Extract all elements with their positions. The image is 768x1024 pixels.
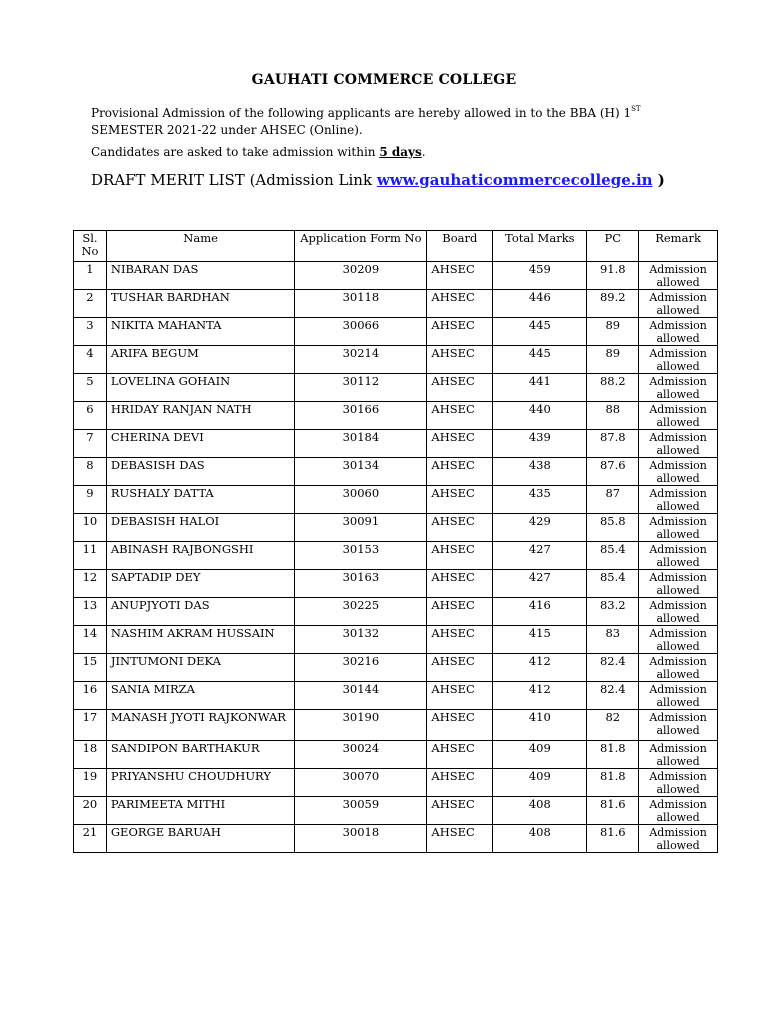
draft-merit-heading [91, 171, 665, 189]
cell-remark: Admission allowed [639, 710, 718, 741]
cell-remark: Admission allowed [639, 769, 718, 797]
intro-text: Provisional Admission of the following applicants are hereby allowed in to the BBA (H) 1 [91, 106, 632, 120]
cell-pc: 82.4 [587, 682, 639, 710]
table-row [74, 797, 718, 825]
cell-sl: 11 [74, 542, 107, 570]
cell-app-form-no: 30225 [295, 598, 427, 626]
cell-total-marks: 439 [493, 430, 587, 458]
cell-pc: 83 [587, 626, 639, 654]
cell-app-form-no: 30163 [295, 570, 427, 598]
intro-superscript: ST [631, 105, 641, 113]
cell-remark: Admission allowed [639, 654, 718, 682]
intro-tail: SEMESTER 2021-22 under AHSEC (Online). [91, 123, 363, 137]
table-row [74, 318, 718, 346]
cell-pc: 89.2 [587, 290, 639, 318]
cell-board: AHSEC [427, 825, 493, 853]
cell-sl: 19 [74, 769, 107, 797]
cell-name: LOVELINA GOHAIN [106, 374, 294, 402]
cell-name: DEBASISH HALOI [106, 514, 294, 542]
cell-app-form-no: 30018 [295, 825, 427, 853]
cell-pc: 91.8 [587, 262, 639, 290]
cell-name: JINTUMONI DEKA [106, 654, 294, 682]
cell-remark: Admission allowed [639, 318, 718, 346]
cell-total-marks: 408 [493, 797, 587, 825]
cell-remark: Admission allowed [639, 402, 718, 430]
admission-link[interactable]: www.gauhaticommercecollege.in [376, 171, 653, 189]
notice-prefix: Candidates are asked to take admission within [91, 145, 380, 159]
cell-sl: 14 [74, 626, 107, 654]
cell-total-marks: 409 [493, 741, 587, 769]
cell-app-form-no: 30060 [295, 486, 427, 514]
column-header-sl: Sl. No [74, 231, 107, 262]
cell-remark: Admission allowed [639, 346, 718, 374]
cell-remark: Admission allowed [639, 430, 718, 458]
cell-total-marks: 408 [493, 825, 587, 853]
table-row [74, 682, 718, 710]
cell-total-marks: 429 [493, 514, 587, 542]
cell-app-form-no: 30132 [295, 626, 427, 654]
cell-remark: Admission allowed [639, 682, 718, 710]
cell-remark: Admission allowed [639, 290, 718, 318]
cell-pc: 81.8 [587, 741, 639, 769]
cell-board: AHSEC [427, 486, 493, 514]
cell-board: AHSEC [427, 542, 493, 570]
table-row [74, 262, 718, 290]
table-row [74, 430, 718, 458]
cell-total-marks: 435 [493, 486, 587, 514]
cell-sl: 21 [74, 825, 107, 853]
table-row [74, 570, 718, 598]
column-header-total-marks: Total Marks [493, 231, 587, 262]
cell-board: AHSEC [427, 654, 493, 682]
cell-total-marks: 416 [493, 598, 587, 626]
cell-remark: Admission allowed [639, 598, 718, 626]
cell-name: NIBARAN DAS [106, 262, 294, 290]
cell-board: AHSEC [427, 598, 493, 626]
cell-board: AHSEC [427, 374, 493, 402]
cell-remark: Admission allowed [639, 458, 718, 486]
cell-pc: 89 [587, 318, 639, 346]
cell-pc: 85.4 [587, 542, 639, 570]
notice-suffix: . [421, 145, 426, 159]
cell-app-form-no: 30112 [295, 374, 427, 402]
cell-app-form-no: 30190 [295, 710, 427, 741]
cell-pc: 87.6 [587, 458, 639, 486]
cell-total-marks: 410 [493, 710, 587, 741]
cell-app-form-no: 30118 [295, 290, 427, 318]
cell-name: PARIMEETA MITHI [106, 797, 294, 825]
cell-board: AHSEC [427, 402, 493, 430]
cell-name: SAPTADIP DEY [106, 570, 294, 598]
cell-name: TUSHAR BARDHAN [106, 290, 294, 318]
table-row [74, 486, 718, 514]
cell-pc: 85.4 [587, 570, 639, 598]
cell-remark: Admission allowed [639, 262, 718, 290]
cell-board: AHSEC [427, 769, 493, 797]
cell-sl: 12 [74, 570, 107, 598]
cell-pc: 87.8 [587, 430, 639, 458]
table-row [74, 825, 718, 853]
cell-name: GEORGE BARUAH [106, 825, 294, 853]
cell-pc: 85.8 [587, 514, 639, 542]
column-header-app-form: Application Form No [295, 231, 427, 262]
table-header-row [74, 231, 718, 262]
table-row [74, 374, 718, 402]
table-row [74, 654, 718, 682]
college-title: GAUHATI COMMERCE COLLEGE [251, 72, 517, 88]
cell-board: AHSEC [427, 626, 493, 654]
cell-total-marks: 412 [493, 682, 587, 710]
cell-name: NIKITA MAHANTA [106, 318, 294, 346]
cell-name: SANIA MIRZA [106, 682, 294, 710]
table-body [74, 262, 718, 853]
cell-total-marks: 438 [493, 458, 587, 486]
cell-sl: 8 [74, 458, 107, 486]
table-row [74, 346, 718, 374]
cell-board: AHSEC [427, 797, 493, 825]
cell-sl: 17 [74, 710, 107, 741]
cell-board: AHSEC [427, 430, 493, 458]
cell-name: MANASH JYOTI RAJKONWAR [106, 710, 294, 741]
cell-app-form-no: 30091 [295, 514, 427, 542]
cell-name: HRIDAY RANJAN NATH [106, 402, 294, 430]
cell-app-form-no: 30059 [295, 797, 427, 825]
cell-remark: Admission allowed [639, 825, 718, 853]
cell-name: RUSHALY DATTA [106, 486, 294, 514]
cell-total-marks: 445 [493, 346, 587, 374]
cell-board: AHSEC [427, 458, 493, 486]
column-header-board: Board [427, 231, 493, 262]
cell-total-marks: 427 [493, 542, 587, 570]
cell-sl: 7 [74, 430, 107, 458]
cell-sl: 20 [74, 797, 107, 825]
cell-board: AHSEC [427, 570, 493, 598]
cell-total-marks: 427 [493, 570, 587, 598]
cell-pc: 81.6 [587, 825, 639, 853]
column-header-pc: PC [587, 231, 639, 262]
table-row [74, 514, 718, 542]
cell-remark: Admission allowed [639, 797, 718, 825]
table-row [74, 458, 718, 486]
cell-app-form-no: 30214 [295, 346, 427, 374]
cell-board: AHSEC [427, 290, 493, 318]
cell-total-marks: 445 [493, 318, 587, 346]
admission-notice [91, 145, 426, 159]
cell-app-form-no: 30070 [295, 769, 427, 797]
table-row [74, 598, 718, 626]
table-row [74, 769, 718, 797]
cell-app-form-no: 30166 [295, 402, 427, 430]
cell-sl: 16 [74, 682, 107, 710]
cell-sl: 3 [74, 318, 107, 346]
cell-total-marks: 459 [493, 262, 587, 290]
cell-name: SANDIPON BARTHAKUR [106, 741, 294, 769]
cell-total-marks: 415 [493, 626, 587, 654]
cell-app-form-no: 30144 [295, 682, 427, 710]
table-row [74, 542, 718, 570]
cell-remark: Admission allowed [639, 542, 718, 570]
cell-pc: 88 [587, 402, 639, 430]
cell-name: PRIYANSHU CHOUDHURY [106, 769, 294, 797]
cell-pc: 81.6 [587, 797, 639, 825]
cell-app-form-no: 30184 [295, 430, 427, 458]
cell-name: NASHIM AKRAM HUSSAIN [106, 626, 294, 654]
cell-name: ARIFA BEGUM [106, 346, 294, 374]
cell-remark: Admission allowed [639, 741, 718, 769]
cell-app-form-no: 30134 [295, 458, 427, 486]
cell-sl: 1 [74, 262, 107, 290]
cell-app-form-no: 30209 [295, 262, 427, 290]
cell-app-form-no: 30066 [295, 318, 427, 346]
column-header-name: Name [106, 231, 294, 262]
cell-sl: 5 [74, 374, 107, 402]
merit-list-table [73, 230, 718, 853]
cell-pc: 81.8 [587, 769, 639, 797]
cell-board: AHSEC [427, 262, 493, 290]
cell-app-form-no: 30153 [295, 542, 427, 570]
cell-remark: Admission allowed [639, 626, 718, 654]
cell-remark: Admission allowed [639, 514, 718, 542]
column-header-remark: Remark [639, 231, 718, 262]
cell-sl: 10 [74, 514, 107, 542]
cell-remark: Admission allowed [639, 570, 718, 598]
cell-board: AHSEC [427, 514, 493, 542]
cell-sl: 15 [74, 654, 107, 682]
cell-total-marks: 440 [493, 402, 587, 430]
cell-total-marks: 412 [493, 654, 587, 682]
cell-name: ANUPJYOTI DAS [106, 598, 294, 626]
cell-total-marks: 409 [493, 769, 587, 797]
cell-sl: 4 [74, 346, 107, 374]
cell-app-form-no: 30216 [295, 654, 427, 682]
cell-name: DEBASISH DAS [106, 458, 294, 486]
admission-intro [91, 101, 691, 139]
cell-sl: 6 [74, 402, 107, 430]
cell-name: CHERINA DEVI [106, 430, 294, 458]
cell-pc: 87 [587, 486, 639, 514]
cell-total-marks: 446 [493, 290, 587, 318]
cell-board: AHSEC [427, 710, 493, 741]
notice-days: 5 days [379, 145, 422, 159]
cell-name: ABINASH RAJBONGSHI [106, 542, 294, 570]
cell-board: AHSEC [427, 682, 493, 710]
cell-board: AHSEC [427, 318, 493, 346]
cell-total-marks: 441 [493, 374, 587, 402]
table-row [74, 626, 718, 654]
cell-sl: 18 [74, 741, 107, 769]
cell-pc: 89 [587, 346, 639, 374]
table-row [74, 402, 718, 430]
cell-pc: 88.2 [587, 374, 639, 402]
table-row [74, 290, 718, 318]
cell-board: AHSEC [427, 346, 493, 374]
draft-close: ) [652, 171, 665, 189]
cell-remark: Admission allowed [639, 486, 718, 514]
cell-remark: Admission allowed [639, 374, 718, 402]
cell-app-form-no: 30024 [295, 741, 427, 769]
cell-board: AHSEC [427, 741, 493, 769]
cell-sl: 13 [74, 598, 107, 626]
table-row [74, 741, 718, 769]
table-row [74, 710, 718, 741]
cell-pc: 82.4 [587, 654, 639, 682]
draft-label: DRAFT MERIT LIST (Admission Link [91, 171, 377, 189]
cell-pc: 83.2 [587, 598, 639, 626]
cell-sl: 2 [74, 290, 107, 318]
cell-sl: 9 [74, 486, 107, 514]
cell-pc: 82 [587, 710, 639, 741]
